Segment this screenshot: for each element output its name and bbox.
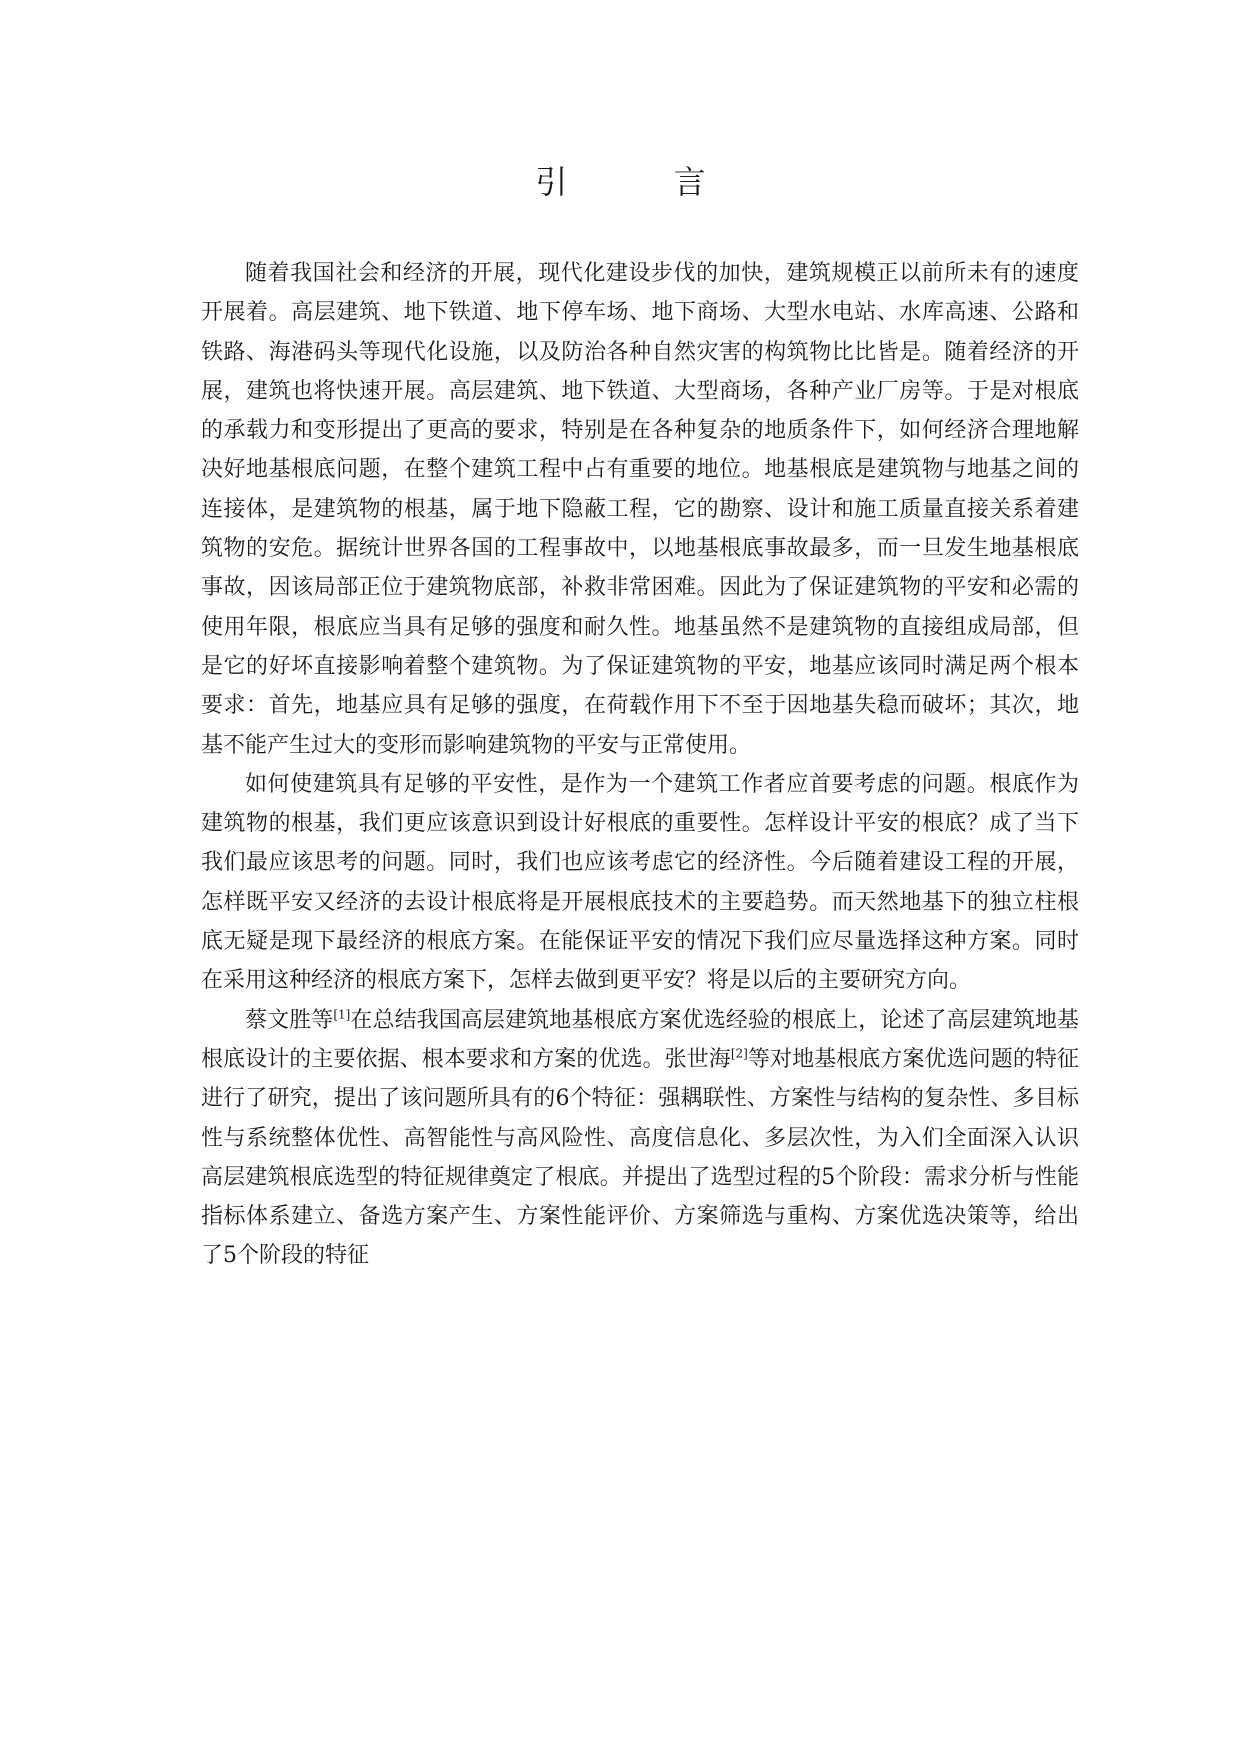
page-title: 引 言 — [535, 163, 754, 201]
citation-2: [2] — [730, 1046, 748, 1061]
paragraph-1: 随着我国社会和经济的开展，现代化建设步伐的加快，建筑规模正以前所未有的速度开展着。高层建筑、地下铁道、地下停车场、地下商场、大型水电站、水库高速、公路和铁路、海港码头等现代化设施，以及防治各种自然灾害的构筑物比比皆是。随着经济的开展，建筑也将快速开展。高层建筑、地下铁道、大型商场，各种产业厂房等。于是对根底的承载力和变形提出了更高的要求，特别是在各种复杂的地质条件下，如何经济合理地解决好地基根底问题，在整个建筑工程中占有重要的地位。地基根底是建筑物与地基之间的连接体，是建筑物的根基，属于地下隐蔽工程，它的勘察、设计和施工质量直接关系着建筑物的安危。据统计世界各国的工程事故中，以地基根底事故最多，而一旦发生地基根底事故，因该局部正位于建筑物底部，补救非常困难。因此为了保证建筑物的平安和必需的使用年限，根底应当具有足够的强度和耐久性。地基虽然不是建筑物的直接组成局部，但是它的好坏直接影响着整个建筑物。为了保证建筑物的平安，地基应该同时满足两个根本要求：首先，地基应具有足够的强度，在荷载作用下不至于因地基失稳而破坏；其次，地基不能产生过大的变形而影响建筑物的平安与正常使用。 — [201, 261, 1079, 758]
paragraph-2: 如何使建筑具有足够的平安性，是作为一个建筑工作者应首要考虑的问题。根底作为建筑物的根基，我们更应该意识到设计好根底的重要性。怎样设计平安的根底？成了当下我们最应该思考的问题。同时，我们也应该考虑它的经济性。今后随着建设工程的开展，怎样既平安又经济的去设计根底将是开展根底技术的主要趋势。而天然地基下的独立柱根底无疑是现下最经济的根底方案。在能保证平安的情况下我们应尽量选择这种方案。同时在采用这种经济的根底方案下，怎样去做到更平安？将是以后的主要研究方向。 — [201, 771, 1079, 994]
paragraph-3 — [201, 1001, 1079, 1276]
paragraph-3-text-1: 蔡文胜等 — [245, 1007, 334, 1033]
body-text — [201, 254, 1079, 1276]
citation-1: [1] — [333, 1007, 351, 1022]
paragraph-3-text-3: 等对地基根底方案优选问题的特征进行了研究，提出了该问题所具有的6个特征：强耦联性、方案性与结构的复杂性、多目标性与系统整体优性、高智能性与高风险性、高度信息化、多层次性，为入们全面深入认识高层建筑根底选型的特征规律奠定了根底。并提出了选型过程的5个阶段：需求分析与性能指标体系建立、备选方案产生、方案性能评价、方案筛选与重构、方案优选决策等，给出了5个阶段的特征 — [201, 1046, 1079, 1269]
paragraph-3-text-2: 在总结我国高层建筑地基根底方案优选经验的根底上，论述了高层建筑地基根底设计的主要依据、根本要求和方案的优选。张世海 — [201, 1007, 1079, 1072]
